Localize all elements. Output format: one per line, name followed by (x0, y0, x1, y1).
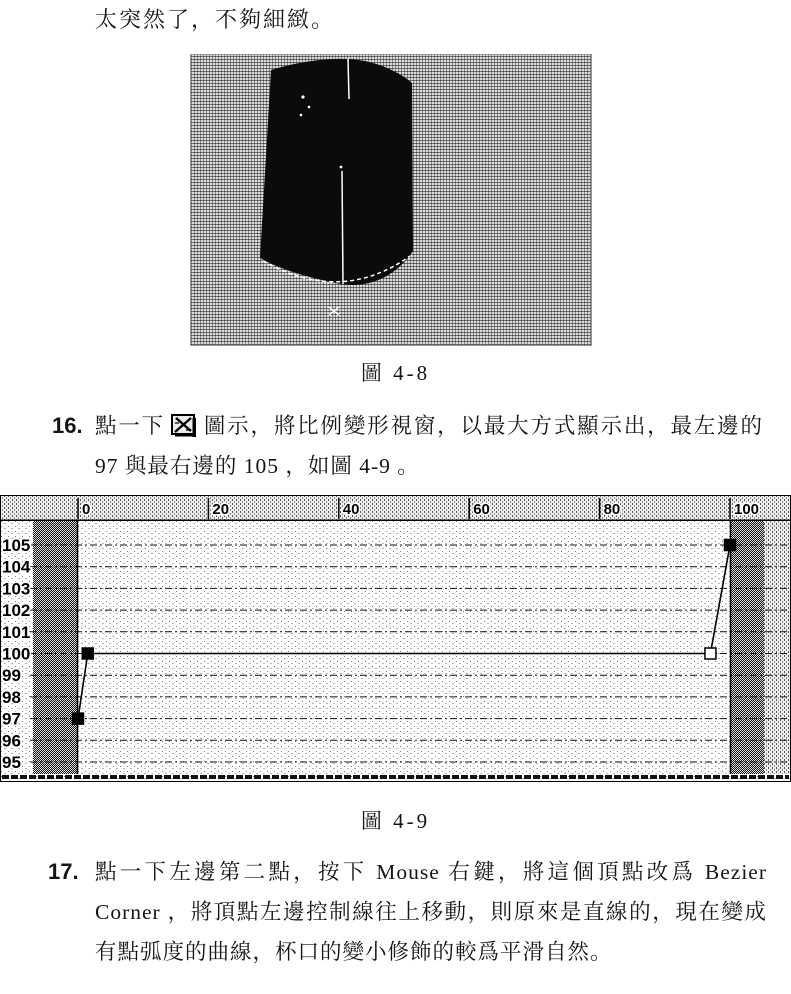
y-axis-label: 100 (2, 644, 31, 664)
ruler-label: 40 (342, 501, 360, 518)
y-axis-label: 96 (2, 731, 21, 751)
step-16-text-before: 點一下 (95, 414, 165, 438)
y-axis-label: 105 (2, 536, 31, 555)
figure-4-9-caption: 圖 4-9 (360, 809, 431, 833)
wireframe-edge-bottom (342, 171, 343, 284)
figure-4-8-caption: 圖 4-8 (360, 361, 431, 385)
y-axis-label: 98 (2, 687, 21, 707)
y-axis-label: 102 (2, 601, 31, 621)
figure-4-8-image (190, 54, 592, 346)
wireframe-edge-top (348, 59, 349, 99)
y-axis-label: 97 (2, 709, 21, 729)
specular-dot (300, 114, 303, 117)
step-16-text-after: 圖示，將比例變形視窗，以最大方式顯示出，最左邊的 97 與最右邊的 105 ，如圖 4-9 。 (95, 414, 763, 478)
y-axis-label: 95 (2, 753, 21, 772)
ruler-label: 80 (603, 501, 621, 518)
specular-dot (340, 166, 343, 169)
out-of-range-right (730, 521, 764, 774)
deform-chart (0, 495, 791, 782)
time-ruler (1, 496, 790, 520)
ruler-label: 60 (473, 501, 490, 518)
figure-4-9-scale-deform-window (0, 495, 791, 782)
specular-dot (301, 95, 304, 98)
cup-render (191, 55, 593, 347)
curve-vertex-filled[interactable] (82, 648, 93, 659)
pivot-cross-mark (329, 307, 339, 315)
curve-vertex-open[interactable] (705, 648, 716, 659)
y-axis-label: 99 (2, 666, 21, 686)
ruler-label: 100 (734, 501, 760, 518)
step-17-text: 點一下左邊第二點，按下 Mouse 右鍵，將這個頂點改爲 Bezier Corner ，將頂點左邊控制線往上移動，則原來是直線的，現在變成有點弧度的曲線，杯口的變小修飾的較爲平滑自然。 (95, 860, 767, 964)
ruler-label: 0 (82, 501, 91, 518)
step-17-number: 17. (48, 859, 79, 884)
cup-silhouette (260, 59, 413, 285)
y-axis-label: 101 (2, 622, 31, 642)
ruler-label: 20 (212, 501, 230, 518)
right-margin-dither (764, 521, 790, 774)
step-16-text (95, 406, 763, 486)
maximize-display-icon (171, 414, 197, 437)
plot-area (1, 521, 790, 781)
y-axis-label: 104 (2, 557, 31, 577)
intro-text: 太突然了，不夠細緻。 (95, 7, 336, 32)
y-axis-label: 103 (2, 579, 31, 599)
specular-dot (308, 106, 311, 109)
step-16-number: 16. (52, 413, 83, 438)
out-of-range-left (33, 521, 78, 774)
curve-vertex-filled[interactable] (73, 713, 84, 724)
curve-vertex-filled[interactable] (725, 540, 736, 551)
